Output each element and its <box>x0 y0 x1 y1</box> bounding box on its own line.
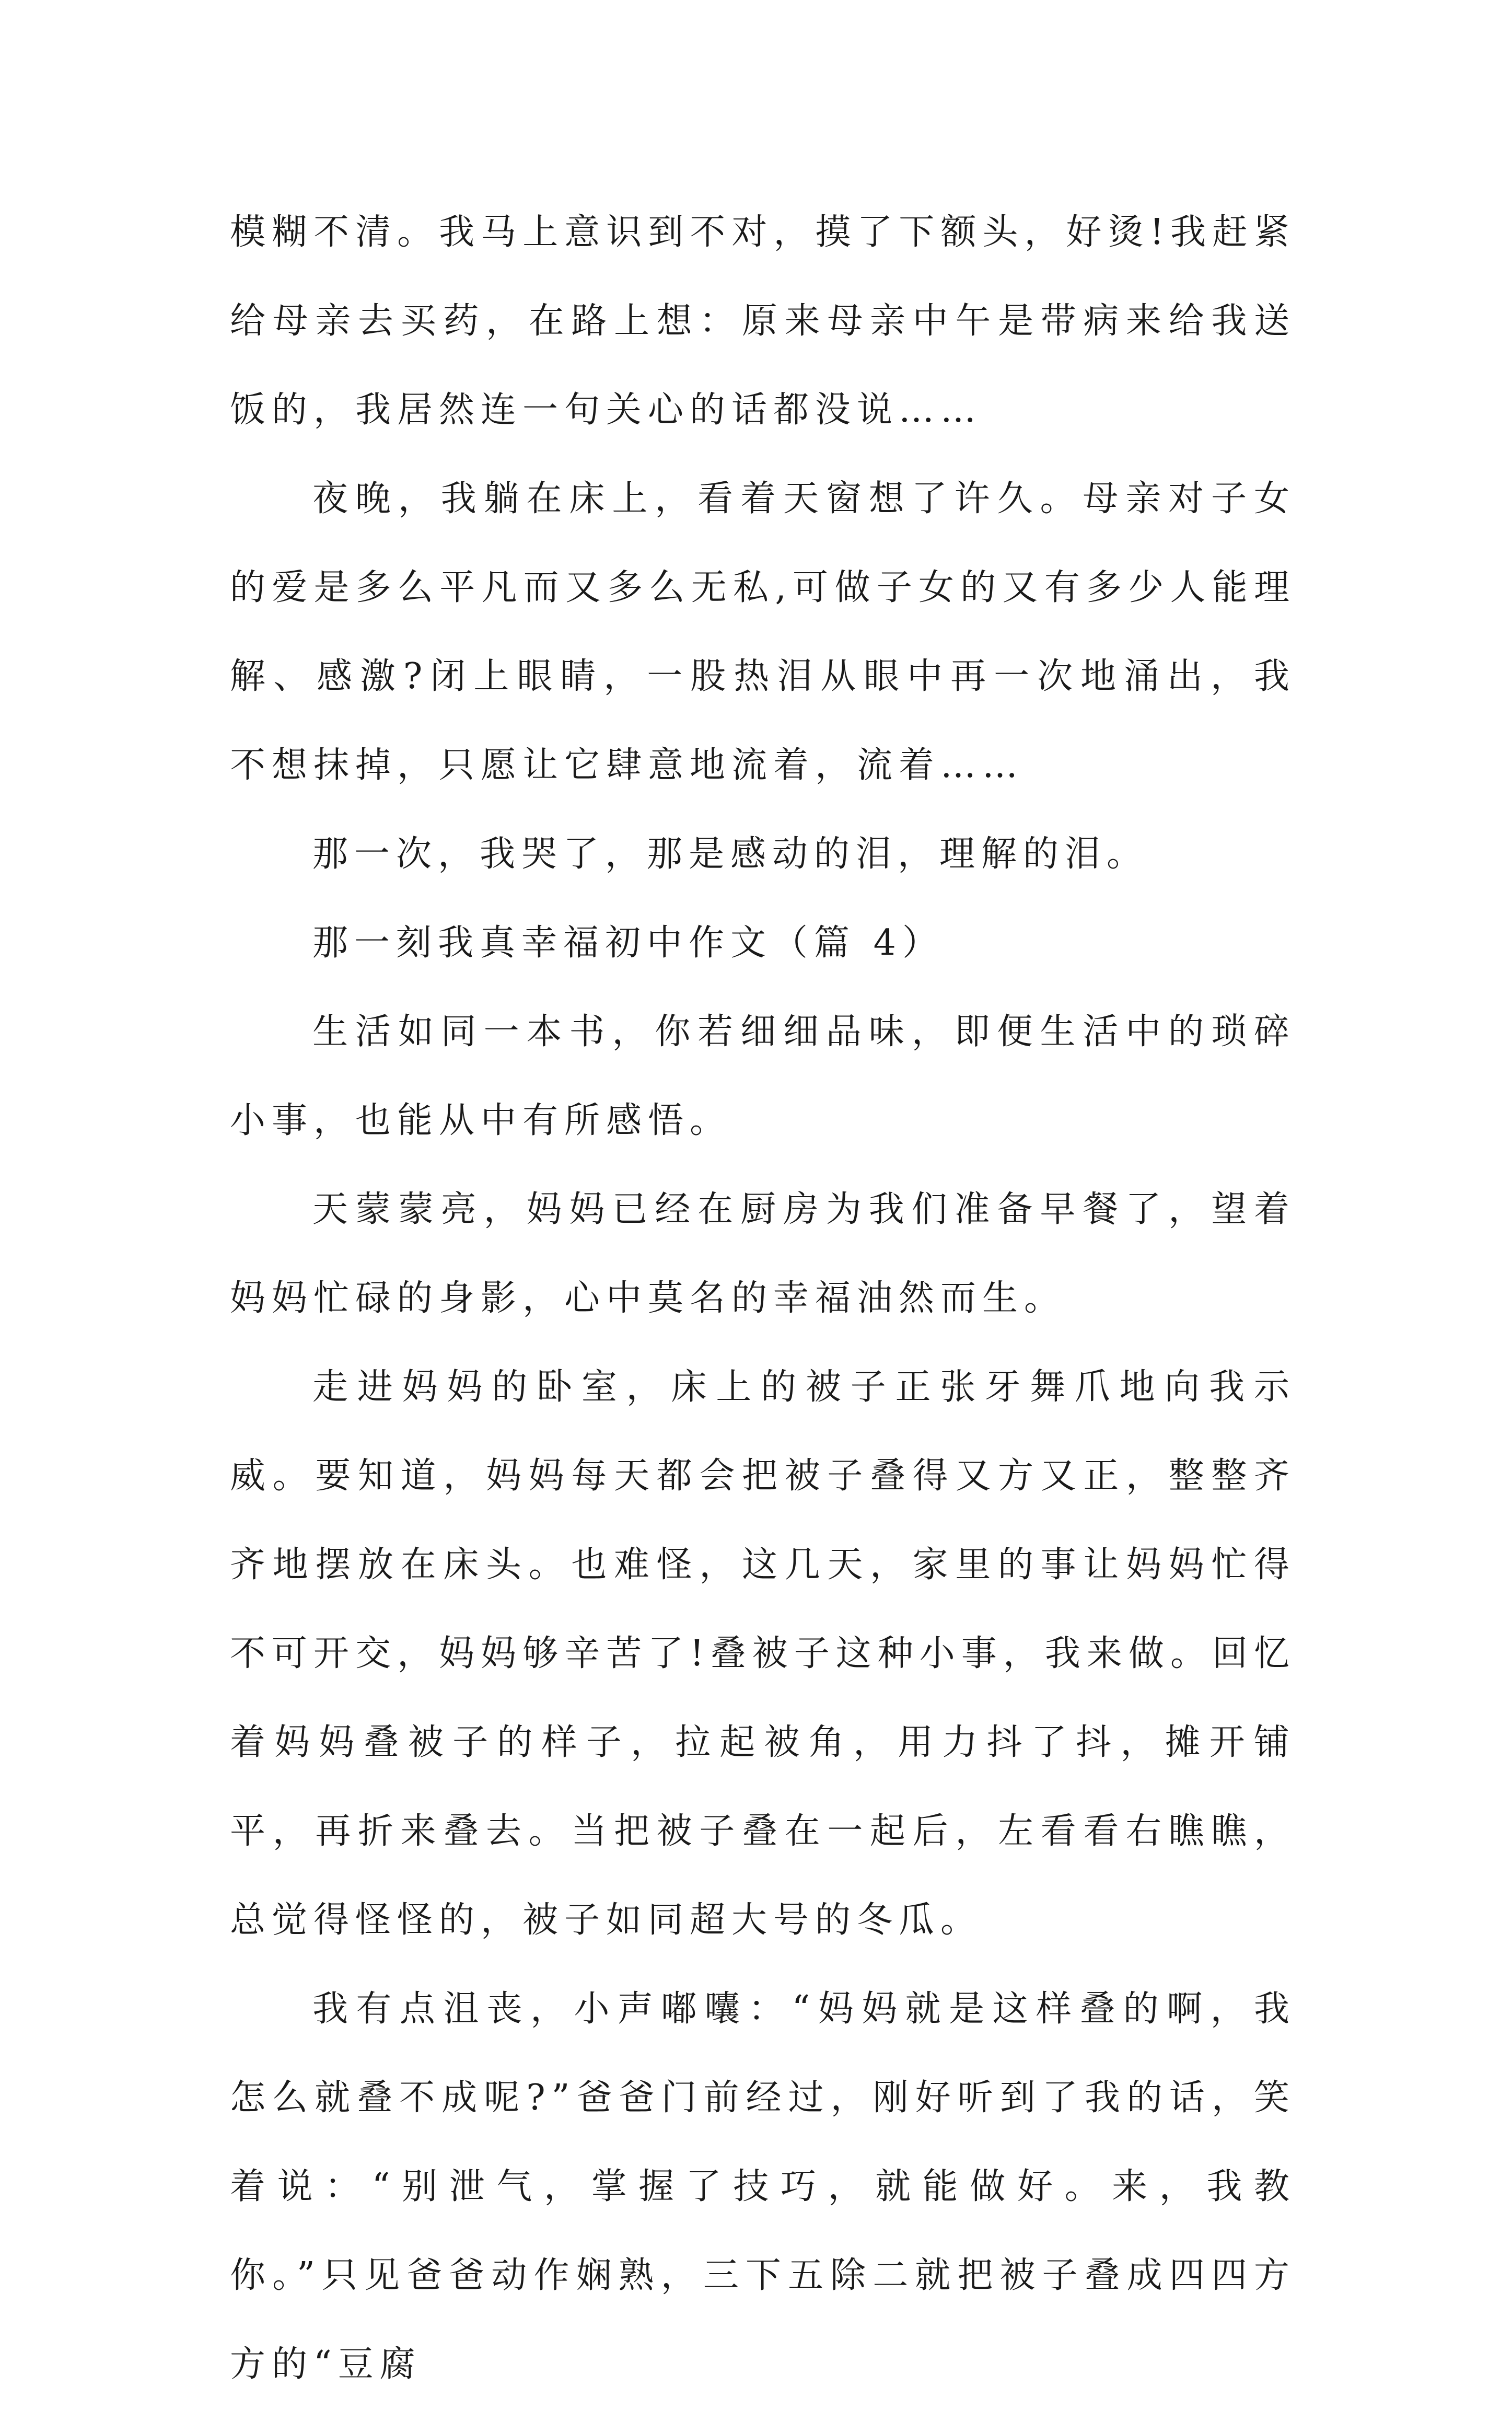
paragraph: 我有点沮丧，小声嘟囔：“妈妈就是这样叠的啊，我怎么就叠不成呢?”爸爸门前经过，刚好听到了我的话，笑着说：“别泄气，掌握了技巧，就能做好。来，我教你。”只见爸爸动作娴熟，三下五除二就把被子叠成四四方方的“豆腐 <box>230 1988 1296 2385</box>
section-heading: 那一刻我真幸福初中作文（篇 4） <box>312 922 944 964</box>
paragraph: 走进妈妈的卧室，床上的被子正张牙舞爪地向我示威。要知道，妈妈每天都会把被子叠得又方又正，整整齐齐地摆放在床头。也难怪，这几天，家里的事让妈妈忙得不可开交，妈妈够辛苦了!叠被子这种小事，我来做。回忆着妈妈叠被子的样子，拉起被角，用力抖了抖，摊开铺平，再折来叠去。当把被子叠在一起后，左看看右瞧瞧，总觉得怪怪的，被子如同超大号的冬瓜。 <box>230 1366 1296 1941</box>
document-body <box>230 188 1296 2409</box>
paragraph: 夜晚，我躺在床上，看着天窗想了许久。母亲对子女的爱是多么平凡而又多么无私,可做子女的又有多少人能理解、感激?闭上眼睛，一股热泪从眼中再一次地涌出，我不想抹掉，只愿让它肆意地流着，流着…… <box>230 478 1296 786</box>
paragraph: 那一次，我哭了，那是感动的泪，理解的泪。 <box>312 833 1149 875</box>
paragraph: 生活如同一本书，你若细细品味，即便生活中的琐碎小事，也能从中有所感悟。 <box>230 1011 1296 1141</box>
paragraph: 天蒙蒙亮，妈妈已经在厨房为我们准备早餐了，望着妈妈忙碌的身影，心中莫名的幸福油然而生。 <box>230 1189 1296 1319</box>
paragraph-continuation: 模糊不清。我马上意识到不对，摸了下额头，好烫!我赶紧给母亲去买药，在路上想：原来母亲中午是带病来给我送饭的，我居然连一句关心的话都没说…… <box>230 212 1296 431</box>
